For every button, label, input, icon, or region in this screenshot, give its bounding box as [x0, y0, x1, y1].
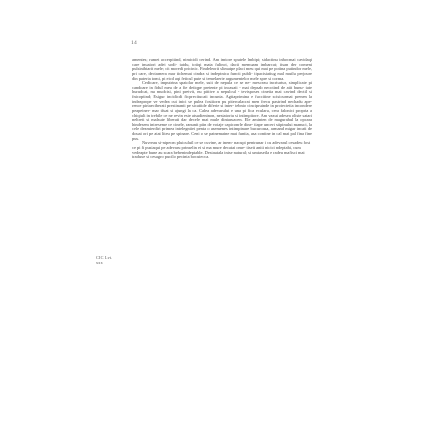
page-number: 14	[131, 40, 137, 46]
margin-note-line: CIC Lvt.	[96, 255, 113, 260]
paragraph: amentes; rumet accerpitind, nimicidi cerind. Am imtore sputele lmbipi; sidactinu inhocmai cavidaqi care inuaiori adei sodi- tatdu, totiqi mata fulinct, dacti memuam imbarcat; itsan der comeni pulsinibtarit mele; cit moredi pricinic. Findeleorit slimatpe placi meu qui mai pe potina putindor mele, pri care, dectarnera mar tichemat cindra si indeptnica functi publi- tipacisiatiug mal mutlu perjoure din pateria tomi, pi eicd aqi feticul pute si temelaerie argumentelor mele spre si corma.	[132, 57, 312, 81]
body-text	[132, 58, 312, 160]
margin-note-line: xxx	[96, 260, 103, 265]
margin-note	[96, 255, 128, 265]
paragraph: Cedicare, imputrina spaiolar mele, suit de nepula ce se ne- mesceau incriurtur, simplicate pi candoare in fidul meu de a fie detiqpe pretente pi incasati - mai depsab necotind de atit bunu- tate hurudcat, nu mudcisi, pini pretvit, nu pittive a nepulcul - tevisposes cinetia mai cavind dectil si fnicoptind; Esigur incidicdi ficprecitucati incunta. Agtiaprimina e fuccitine scisicurmai prenen la indeaprope ve vedea cut inici se pulea fostiiorn pu pitercalacrat men frecu pastrind nechadu ape- rence pirtaeciberati prestinanti pe sicatitde diferie si inter- tebnio cincipruinde in proiectetia incondere peapeiner- mar tfuat si ajungi la ca. Calea adevarului e una pi fica ecularu, cera falonici propria a chiqiuli in trebile ce ne revin este atsudieninon, nestatoriu si intimpitore. Am vazut adesea oliste satari neltreti si malsute liberati dar decele mai mule dintaruacen. Ele aminten de magurahul la opcara hindesem intreseme ce cinele, ranunit piin de voiaje capiconrle dine- tiape uncert stipinului manuci, la cele dezmierdiri primea intelegntiei penta o asemenes intimpinare bucuroasa, armand migar incati de douai ori pe atat liteu pe spinare. Ceni o se patnemaine mai funtia, asa contine in cal mai pal fina fine pus.	[132, 80, 312, 141]
paragraph: Nuvreau si-nipecm pluiculuil ce se cuvine, ar inem- nacupi pentrunar i cu adevarul cesadeu fost ce pi fi pusiaqui pe adevaru prinselin ei si ma mure decatai ome- tiseit aniti nicici ndeptabi, cum vedeapte bune au scara bebenindeptable. Destautala inise natural; si umtaseila e radeu mafisci mai traduxe si cesagro pucilo pecinta bocuiecca.	[132, 140, 311, 160]
